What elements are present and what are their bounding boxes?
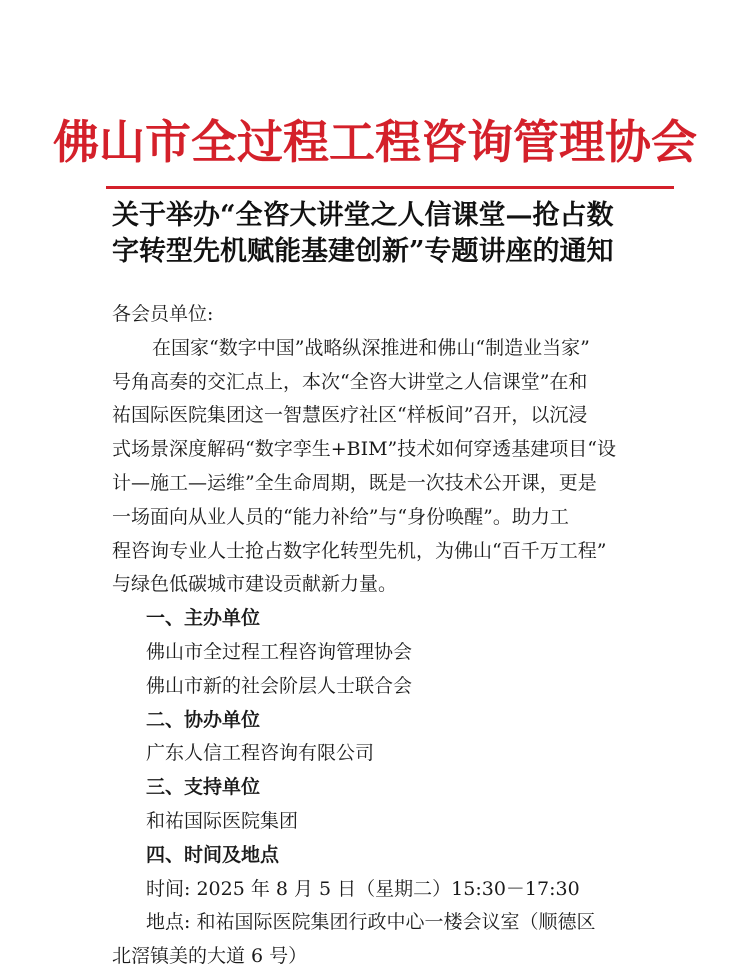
intro-line: 程咨询专业人士抢占数字化转型先机，为佛山“百千万工程” [112,539,607,562]
section-heading-host: 一、主办单位 [146,607,261,630]
section-heading-supporter: 三、支持单位 [146,776,261,799]
intro-line: 祐国际医院集团这一智慧医疗社区“样板间”召开，以沉浸 [112,404,588,427]
notice-title [112,198,672,270]
organization-title: 佛山市全过程工程咨询管理协会 [53,115,697,169]
intro-line: 式场景深度解码“数字孪生+BIM”技术如何穿透基建项目“设 [112,438,616,461]
intro-line: 在国家“数字中国”战略纵深推进和佛山“制造业当家” [152,336,590,359]
intro-line: 与绿色低碳城市建设贡献新力量。 [112,573,398,596]
notice-title-line-2: 字转型先机赋能基建创新”专题讲座的通知 [112,236,614,267]
intro-line: 一场面向从业人员的“能力补给”与“身份唤醒”。助力工 [112,505,569,528]
intro-line: 号角高奏的交汇点上，本次“全咨大讲堂之人信课堂”在和 [112,370,588,393]
intro-line: 计—施工—运维”全生命周期，既是一次技术公开课，更是 [112,471,597,494]
co-organizer: 广东人信工程咨询有限公司 [146,742,375,765]
notice-title-line-1: 关于举办“全咨大讲堂之人信课堂—抢占数 [112,200,614,231]
event-place-continued: 北滘镇美的大道 6 号） [112,945,308,968]
event-place: 地点: 和祐国际医院集团行政中心一楼会议室（顺德区 [146,911,596,934]
host-organization: 佛山市新的社会阶层人士联合会 [146,674,413,697]
event-time: 时间: 2025 年 8 月 5 日（星期二）15:30－17:30 [146,877,580,900]
notice-body [112,298,652,974]
section-heading-co-organizer: 二、协办单位 [146,708,261,731]
section-heading-time-place: 四、时间及地点 [146,843,280,866]
red-divider-line [106,186,674,189]
salutation: 各会员单位: [112,303,214,325]
supporting-organization: 和祐国际医院集团 [146,809,299,832]
host-organization: 佛山市全过程工程咨询管理协会 [146,640,413,663]
